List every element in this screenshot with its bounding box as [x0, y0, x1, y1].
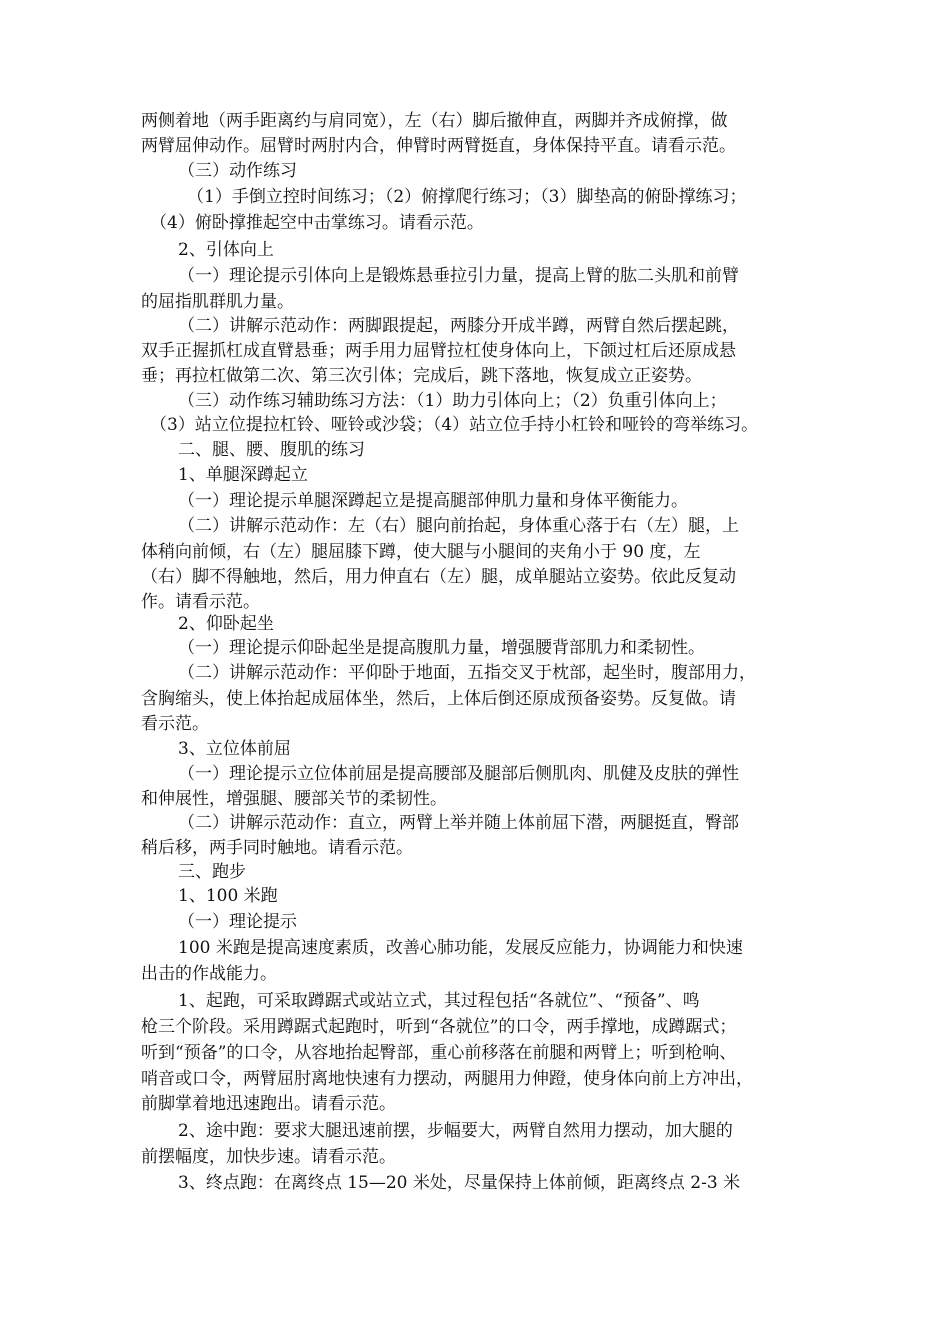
text-line: 两臂屈伸动作。屈臂时两肘内合，伸臂时两臂挺直，身体保持平直。请看示范。: [141, 136, 736, 156]
text-line: （二）讲解示范动作：左（右）腿向前抬起，身体重心落于右（左）腿，上: [178, 516, 739, 536]
section-heading: 二、腿、腰、腹肌的练习: [178, 440, 365, 460]
text-line: （1）手倒立控时间练习；（2）俯撑爬行练习；（3）脚垫高的俯卧撑练习；: [187, 187, 747, 207]
text-line: 双手正握抓杠成直臂悬垂；两手用力屈臂拉杠使身体向上，下颌过杠后还原成悬: [141, 341, 736, 361]
section-heading: 1、单腿深蹲起立: [178, 465, 308, 485]
text-line: （二）讲解示范动作：两脚跟提起，两膝分开成半蹲，两臂自然后摆起跳，: [178, 316, 739, 336]
text-line: （4）俯卧撑推起空中击掌练习。请看示范。: [150, 213, 484, 233]
text-line: （二）讲解示范动作：平仰卧于地面，五指交叉于枕部，起坐时，腹部用力，: [178, 663, 756, 683]
text-line: 两侧着地（两手距离约与肩同宽），左（右）脚后撤伸直，两脚并齐成俯撑，做: [141, 111, 728, 131]
section-heading: （三）动作练习: [178, 161, 297, 181]
section-heading: 1、100 米跑: [178, 886, 278, 906]
text-line: 出击的作战能力。: [141, 964, 277, 984]
text-line: 作。请看示范。: [141, 592, 260, 612]
text-line: 听到“预备”的口令，从容地抬起臀部，重心前移落在前腿和两臂上；听到枪响、: [141, 1043, 737, 1063]
text-line: 3、终点跑：在离终点 15—20 米处，尽量保持上体前倾，距离终点 2-3 米: [178, 1173, 741, 1193]
text-line: 体稍向前倾，右（左）腿屈膝下蹲，使大腿与小腿间的夹角小于 90 度，左: [141, 542, 701, 562]
text-line: 的屈指肌群肌力量。: [141, 292, 294, 312]
text-line: （3）站立位提拉杠铃、哑铃或沙袋；（4）站立位手持小杠铃和哑铃的弯举练习。: [150, 415, 759, 435]
text-line: 枪三个阶段。采用蹲踞式起跑时，听到“各就位”的口令，两手撑地，成蹲踞式；: [141, 1017, 737, 1037]
section-heading: 三、跑步: [178, 862, 246, 882]
text-line: 和伸展性，增强腿、腰部关节的柔韧性。: [141, 789, 447, 809]
text-line: 含胸缩头，使上体抬起成屈体坐，然后，上体后倒还原成预备姿势。反复做。请: [141, 689, 736, 709]
text-line: 100 米跑是提高速度素质，改善心肺功能，发展反应能力，协调能力和快速: [178, 938, 743, 958]
text-line: （一）理论提示引体向上是锻炼悬垂拉引力量，提高上臂的肱二头肌和前臂: [178, 266, 739, 286]
text-line: 看示范。: [141, 714, 209, 734]
text-line: 垂；再拉杠做第二次、第三次引体；完成后，跳下落地，恢复成立正姿势。: [141, 366, 702, 386]
section-heading: 2、仰卧起坐: [178, 614, 274, 634]
text-line: 哨音或口令，两臂屈肘离地快速有力摆动，两腿用力伸蹬，使身体向前上方冲出，: [141, 1069, 753, 1089]
section-heading: 2、引体向上: [178, 240, 274, 260]
section-heading: （一）理论提示: [178, 912, 297, 932]
text-line: （一）理论提示立位体前屈是提高腰部及腿部后侧肌肉、肌健及皮肤的弹性: [178, 764, 739, 784]
text-line: （一）理论提示单腿深蹲起立是提高腿部伸肌力量和身体平衡能力。: [178, 491, 688, 511]
text-line: 前脚掌着地迅速跑出。请看示范。: [141, 1094, 396, 1114]
text-line: （一）理论提示仰卧起坐是提高腹肌力量，增强腰背部肌力和柔韧性。: [178, 638, 705, 658]
text-line: 2、途中跑：要求大腿迅速前摆，步幅要大，两臂自然用力摆动，加大腿的: [178, 1121, 733, 1141]
section-heading: 3、立位体前屈: [178, 739, 291, 759]
text-line: （右）脚不得触地，然后，用力伸直右（左）腿，成单腿站立姿势。依此反复动: [141, 567, 736, 587]
text-line: 前摆幅度，加快步速。请看示范。: [141, 1147, 396, 1167]
text-line: 1、起跑，可采取蹲踞式或站立式，其过程包括“各就位”、“预备”、鸣: [178, 991, 700, 1011]
text-line: （二）讲解示范动作：直立，两臂上举并随上体前屈下潜，两腿挺直，臀部: [178, 813, 739, 833]
text-line: （三）动作练习辅助练习方法：（1）助力引体向上；（2）负重引体向上；: [178, 391, 727, 411]
text-line: 稍后移，两手同时触地。请看示范。: [141, 838, 413, 858]
